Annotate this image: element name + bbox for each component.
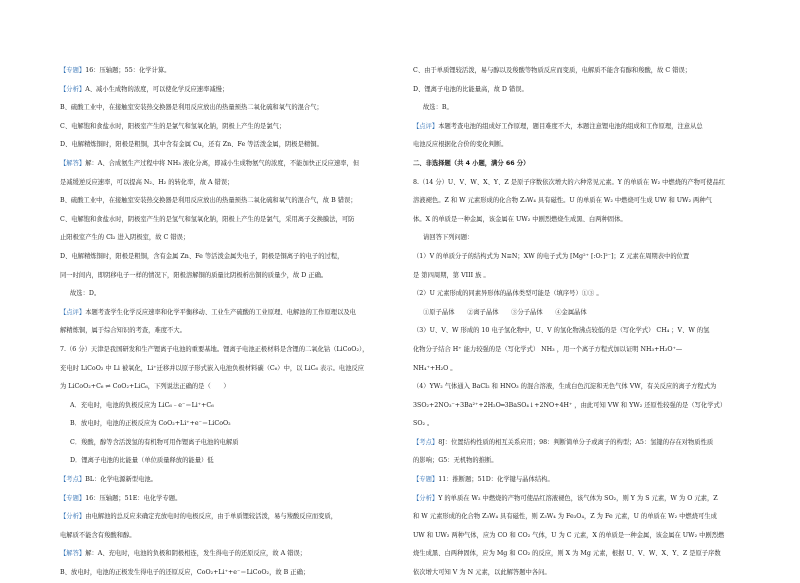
line-text: 16：压轴题；55：化学计算。 xyxy=(85,67,171,74)
text-line xyxy=(413,248,753,267)
line-text: 解：A、合成氨生产过程中将 NH₃ 液化分离，即减小生成物氨气的浓度，不能加快正反应速率，但 xyxy=(85,159,360,167)
text-line xyxy=(413,211,753,230)
text-line xyxy=(60,304,402,323)
text-line xyxy=(60,564,402,583)
line-text: 的影响；G5：无机物的推断。 xyxy=(413,457,498,465)
text-line xyxy=(413,62,753,81)
text-line xyxy=(60,99,402,118)
text-line xyxy=(60,378,402,397)
text-line xyxy=(413,471,753,490)
line-text: 本题考查学生化学反应速率和化学平衡移动、工业生产硫酸的工业原理、电解池的工作原理以及电 xyxy=(85,308,356,316)
text-line xyxy=(413,81,753,100)
text-line xyxy=(60,211,402,230)
text-line xyxy=(413,341,753,360)
right-column xyxy=(413,62,753,583)
text-line xyxy=(60,471,402,490)
text-line xyxy=(413,397,753,416)
line-text: 11：推断题；51D：化学键与晶体结构。 xyxy=(438,476,554,484)
text-line xyxy=(60,322,402,341)
text-line xyxy=(413,434,753,453)
line-text: 解：A、充电时，电池的负极和阴极相连，发生得电子的还原反应，故 A 错误； xyxy=(85,550,307,558)
line-text: D．锂离子电池的比能量（单位质量释放的能量）低 xyxy=(70,457,214,465)
text-line xyxy=(413,378,753,397)
line-text: C．羧酸，醇等含活泼氢的有机物可用作锂离子电池的电解质 xyxy=(70,438,239,446)
text-line xyxy=(60,248,402,267)
line-text: 止阳极室产生的 Cl₂ 进入阴极室，故 C 错误； xyxy=(60,234,190,242)
text-line xyxy=(413,508,753,527)
line-text: ①原子晶体 ②离子晶体 ③分子晶体 ④金属晶体 xyxy=(423,308,587,316)
text-line xyxy=(60,545,402,564)
line-text: （2）U 元素形成的同素异形体的晶体类型可能是（填序号）①③ 。 xyxy=(413,290,603,298)
text-line xyxy=(60,285,402,304)
text-line xyxy=(60,452,402,471)
line-text: 充电时 LiCoO₂ 中 Li 被氧化，Li⁺迁移并以原子形式嵌入电池负极材料碳（C₆）中，以 LiC₆ 表示。电池反应 xyxy=(60,364,365,372)
line-text: D、电解精炼铜时，阳极是粗铜，含有金属 Zn、Fe 等活泼金属失电子，阴极是铜离子的电子的过程， xyxy=(60,252,344,260)
line-text: 电池反应根据化合价的变化判断。 xyxy=(413,141,508,149)
line-text: 故选：B。 xyxy=(423,104,453,112)
text-line xyxy=(413,118,753,137)
line-text: 本题考查电池的组成好工作原理，题目难度不大，本题注意锂电池的组成和工作原理，注意从总 xyxy=(438,122,703,130)
line-text: 请回答下列问题： xyxy=(423,234,474,242)
section-heading: 二、非选择题（共 4 小题，满分 66 分） xyxy=(413,159,530,167)
text-line xyxy=(413,304,753,323)
line-text: （3）U、V、W 形成的 10 电子氢化物中，U、V 的氢化物沸点较低的是（写化学式） CH₄ ；V、W 的氢 xyxy=(413,327,710,335)
line-text: 依次增大可知 V 为 N 元素，以此解答题中各问。 xyxy=(413,569,551,577)
line-text: SO₂ 。 xyxy=(413,420,434,428)
text-line xyxy=(60,155,402,174)
line-text: BL：化学电源新型电池。 xyxy=(85,476,157,484)
section-tag: 【考点】 xyxy=(60,476,86,484)
text-line xyxy=(60,118,402,137)
text-line xyxy=(60,527,402,546)
text-line xyxy=(60,508,402,527)
section-tag: 【专题】 xyxy=(413,476,439,484)
text-line xyxy=(60,229,402,248)
line-text: 7.（6 分）天津是我国研发和生产锂离子电池的重要基地。锂离子电池正极材料是含锂的二氧化钴（LiCoO₂）， xyxy=(60,345,369,353)
text-line xyxy=(60,62,402,81)
line-text: A、减小生成物的浓度，可以使化学反应速率减慢； xyxy=(85,85,229,93)
text-line xyxy=(413,174,753,193)
line-text: D、锂离子电池的比能量高，故 D 错误。 xyxy=(413,85,528,93)
line-text: 是减缓逆反应速率，可以提高 N₂、H₂ 的转化率，故 A 错误； xyxy=(60,178,234,186)
line-text: 16：压轴题；51E：电化学专题。 xyxy=(85,494,182,502)
line-text: A．充电时，电池的负极反应为 LiC₆﹣e⁻＝Li⁺+C₆ xyxy=(70,401,214,409)
line-text: （1）V 的单质分子的结构式为 N≡N；XW 的电子式为 [Mg²⁺ [:O:]²⁻]；Z 元素在周期表中的位置 xyxy=(413,252,690,260)
section-tag: 【分析】 xyxy=(413,494,439,502)
text-line xyxy=(60,267,402,286)
line-text: 化物分子结合 H⁺ 能力较强的是（写化学式） NH₃ ，用一个离子方程式加以证明 NH₃+H₃O⁺— xyxy=(413,345,683,353)
line-text: 8J：位置结构性质的相互关系应用；98：判断简单分子或离子的构型；A5：氢键的存在对物质性质 xyxy=(438,438,714,446)
section-tag: 【点评】 xyxy=(413,122,439,130)
line-text: 烧生成黑、白两种固体，应为 Mg 和 CO₂ 的反应，则 X 为 Mg 元素，根据 U、V、W、X、Y、Z 是原子序数 xyxy=(413,550,721,558)
text-line xyxy=(413,564,753,583)
line-text: 体。X 的单质是一种金属，该金属在 UW₂ 中剧烈燃烧生成黑、白两种固体。 xyxy=(413,215,627,223)
text-line xyxy=(413,267,753,286)
line-text: 故选：D。 xyxy=(70,290,101,298)
text-line xyxy=(413,99,753,118)
line-text: 溶液褪色。Z 和 W 元素形成的化合物 Z₃W₄ 具有磁性。U 的单质在 W₂ 中燃烧可生成 UW 和 UW₂ 两种气 xyxy=(413,197,712,205)
line-text: B、放电时，电池的正极发生得电子的还原反应，CoO₂+Li⁺+e⁻＝LiCoO₂，故 B 正确； xyxy=(60,569,310,577)
text-line xyxy=(413,322,753,341)
line-text: NH₄⁺+H₂O 。 xyxy=(413,364,457,372)
text-line xyxy=(413,155,753,174)
left-column xyxy=(60,62,402,583)
section-tag: 【专题】 xyxy=(60,67,86,74)
line-text: 3SO₂+2NO₃⁻+3Ba²⁺+2H₂O═3BaSO₄↓+2NO+4H⁺ ，由此可知 VW 和 YW₂ 还原性较强的是（写化学式） xyxy=(413,401,727,409)
text-line xyxy=(413,285,753,304)
section-tag: 【解答】 xyxy=(60,159,86,167)
line-text: C、电解饱和食盐水时，阳极室产生的是氯气和氢氧化钠，阴极上产生的是氯气； xyxy=(60,122,286,130)
line-text: 8.（14 分）U、V、W、X、Y、Z 是原子序数依次增大的六种常见元素。Y 的单质在 W₂ 中燃烧的产物可使品红 xyxy=(413,178,726,186)
line-text: （4）YW₂ 气体通入 BaCl₂ 和 HNO₃ 的混合溶液，生成白色沉淀和无色气体 VW，有关反应的离子方程式为 xyxy=(413,383,717,391)
text-line xyxy=(60,360,402,379)
text-line xyxy=(413,527,753,546)
text-line xyxy=(60,397,402,416)
line-text: Y 的单质在 W₂ 中燃烧的产物可使品红溶液褪色，该气体为 SO₂，则 Y 为 S 元素，W 为 O 元素，Z xyxy=(438,494,718,502)
text-line xyxy=(413,229,753,248)
text-line xyxy=(60,341,402,360)
line-text: C、由于单质锂较活泼，易与醇以及羧酸等物质反应而变质，电解质不能含有醇和羧酸，故 C 错误； xyxy=(413,67,692,74)
line-text: 解精炼铜，属于综合知识的考查，难度不大。 xyxy=(60,327,186,335)
section-tag: 【分析】 xyxy=(60,85,86,93)
line-text: 和 W 元素形成的化合物 Z₃W₄ 具有磁性，则 Z₃W₄ 为 Fe₃O₄，Z 为 Fe 元素，U 的单质在 W₂ 中燃烧可生成 xyxy=(413,513,717,521)
text-line xyxy=(60,136,402,155)
text-line xyxy=(60,415,402,434)
text-line xyxy=(60,174,402,193)
text-line xyxy=(413,490,753,509)
text-line xyxy=(60,81,402,100)
line-text: B、硫酸工业中，在接触室安装热交换器是利用反应放出的热量预热二氧化硫和氧气的混合气，故 B 错误； xyxy=(60,197,357,205)
line-text: D、电解精炼铜时，阳极是粗铜，其中含有金属 Cu，还有 Zn、Fe 等活泼金属，阴极是精铜。 xyxy=(60,141,323,149)
line-text: 同一时间内，即阴移电子一样的情况下，阳极溶解铜的质量比阴极析出铜的质量少，故 D 正确。 xyxy=(60,271,328,279)
line-text: B．放电时，电池的正极反应为 CoO₂+Li⁺+e⁻＝LiCoO₂ xyxy=(70,420,231,428)
line-text: UW 和 UW₂ 两种气体，应为 CO 和 CO₂ 气体，U 为 C 元素，X 的单质是一种金属，该金属在 UW₂ 中剧烈燃 xyxy=(413,531,725,539)
line-text: 为 LiCoO₂+C₆ ⇌ CoO₂+LiC₆，下列说法正确的是（ ） xyxy=(60,383,230,391)
section-tag: 【分析】 xyxy=(60,513,86,521)
section-tag: 【考点】 xyxy=(413,438,439,446)
section-tag: 【专题】 xyxy=(60,494,86,502)
section-tag: 【解答】 xyxy=(60,550,86,558)
section-tag: 【点评】 xyxy=(60,308,86,316)
text-line xyxy=(413,192,753,211)
text-line xyxy=(60,434,402,453)
text-line xyxy=(413,360,753,379)
text-line xyxy=(60,192,402,211)
text-line xyxy=(413,415,753,434)
text-line xyxy=(413,452,753,471)
line-text: 是 第四周期，第 VIII 族 。 xyxy=(413,271,490,279)
text-line xyxy=(60,490,402,509)
line-text: 由电解池的总反应来确定充放电时的电极反应，由于单质锂较活泼，易与羧酸反应而变质， xyxy=(85,513,338,521)
line-text: B、硫酸工业中，在接触室安装热交换器是利用反应放出的热量预热二氧化硫和氧气的混合气； xyxy=(60,104,323,112)
text-line xyxy=(413,545,753,564)
text-line xyxy=(413,136,753,155)
line-text: 电解质不能含有羧酸和醇。 xyxy=(60,531,136,539)
line-text: C、电解饱和食盐水时，阴极室产生的是氢气和氢氧化钠，阳极上产生的是氯气，采用离子交换膜法，可防 xyxy=(60,215,355,223)
